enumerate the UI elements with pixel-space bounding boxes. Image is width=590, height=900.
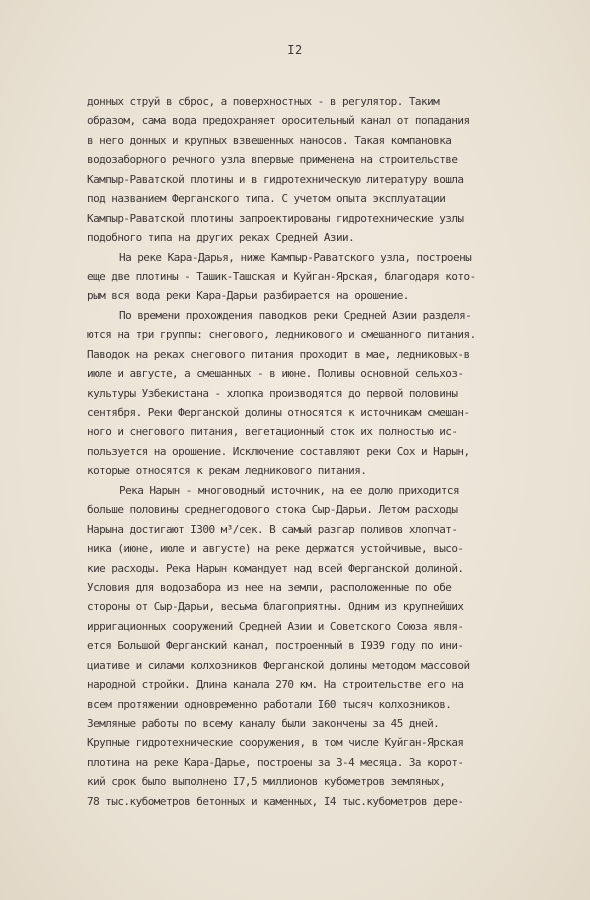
text-line: культуры Узбекистана - хлопка производятся до первой половины [87,386,458,400]
text-line: Условия для водозабора из нее на земли, расположенные по обе [87,580,452,594]
text-line: пользуется на орошение. Исключение составляют реки Сох и Нарын, [87,444,470,458]
text-line: кие расходы. Река Нарын командует над всей Ферганской долиной. [87,561,464,575]
text-line: Нарына достигают I300 м³/сек. В самый разгар поливов хлопчат- [87,522,458,536]
text-line: ирригационных сооружений Средней Азии и Советского Союза явля- [87,619,464,633]
text-line: Река Нарын - многоводный источник, на ее долю приходится [119,483,460,497]
text-line: под названием Ферганского типа. С учетом опыта эксплуатации [87,192,446,206]
text-line: образом, сама вода предохраняет оросительный канал от попадания [87,114,470,128]
text-line: Земляные работы по всему каналу были закончены за 45 дней. [87,717,440,730]
text-line: всем протяжении одновременно работали I60 тысяч колхозников. [87,697,452,711]
text-line: подобного типа на других реках Средней Азии. [87,231,355,245]
text-line: кий срок было выполнено I7,5 миллионов кубометров земляных, [87,775,446,789]
text-line: в него донных и крупных взвешенных наносов. Такая компановка [87,133,452,147]
text-line: плотина на реке Кара-Дарье, построены за 3-4 месяца. За корот- [87,755,464,769]
text-line: Крупные гидротехнические сооружения, в том числе Куйган-Ярская [87,736,464,750]
body-text [87,92,573,811]
text-line: стороны от Сыр-Дарьи, весьма благоприятны. Одним из крупнейших [87,600,464,614]
text-line: 78 тыс.кубометров бетонных и каменных, I4 тыс.кубометров дере- [87,794,464,808]
text-line: еще две плотины - Ташик-Ташская и Куйган-Ярская, благодаря кото- [87,269,476,283]
text-line: ется Большой Ферганский канал, построенный в I939 году по ини- [87,639,464,653]
text-line: больше половины среднегодового стока Сыр-Дарьи. Летом расходы [87,503,458,517]
page-number: I2 [287,43,303,57]
text-line: ного и снегового питания, вегетационный сток их полностью ис- [87,425,458,439]
text-line: сентября. Реки Ферганской долины относятся к источникам смешан- [87,406,470,419]
text-line: водозаборного речного узла впервые применена на строительстве [87,153,458,167]
text-line: На реке Кара-Дарья, ниже Кампыр-Раватского узла, построены [119,250,472,264]
text-line: Кампыр-Раватской плотины запроектированы гидротехнические узлы [87,211,464,225]
text-line: июле и августе, а смешанных - в июне. Поливы основной сельхоз- [87,367,464,381]
text-line: ются на три группы: снегового, ледникового и смешанного питания. [87,328,476,342]
text-line: ника (июне, июле и августе) на реке держатся устойчивые, высо- [87,542,464,556]
text-line: рым вся вода реки Кара-Дарьи разбирается на орошение. [87,289,409,303]
text-line: циативе и силами колхозников Ферганской долины методом массовой [87,658,470,672]
text-line: которые относятся к рекам ледникового питания. [87,464,367,478]
text-line: Кампыр-Раватской плотины и в гидротехническую литературу вошла [87,172,464,186]
text-line: донных струй в сброс, а поверхностных - в регулятор. Таким [87,95,440,108]
text-line: народной стройки. Длина канала 270 км. На строительстве его на [87,678,464,692]
text-line: По времени прохождения паводков реки Средней Азии разделя- [119,308,472,322]
text-line: Паводок на реках снегового питания проходит в мае, ледниковых-в [87,347,470,361]
